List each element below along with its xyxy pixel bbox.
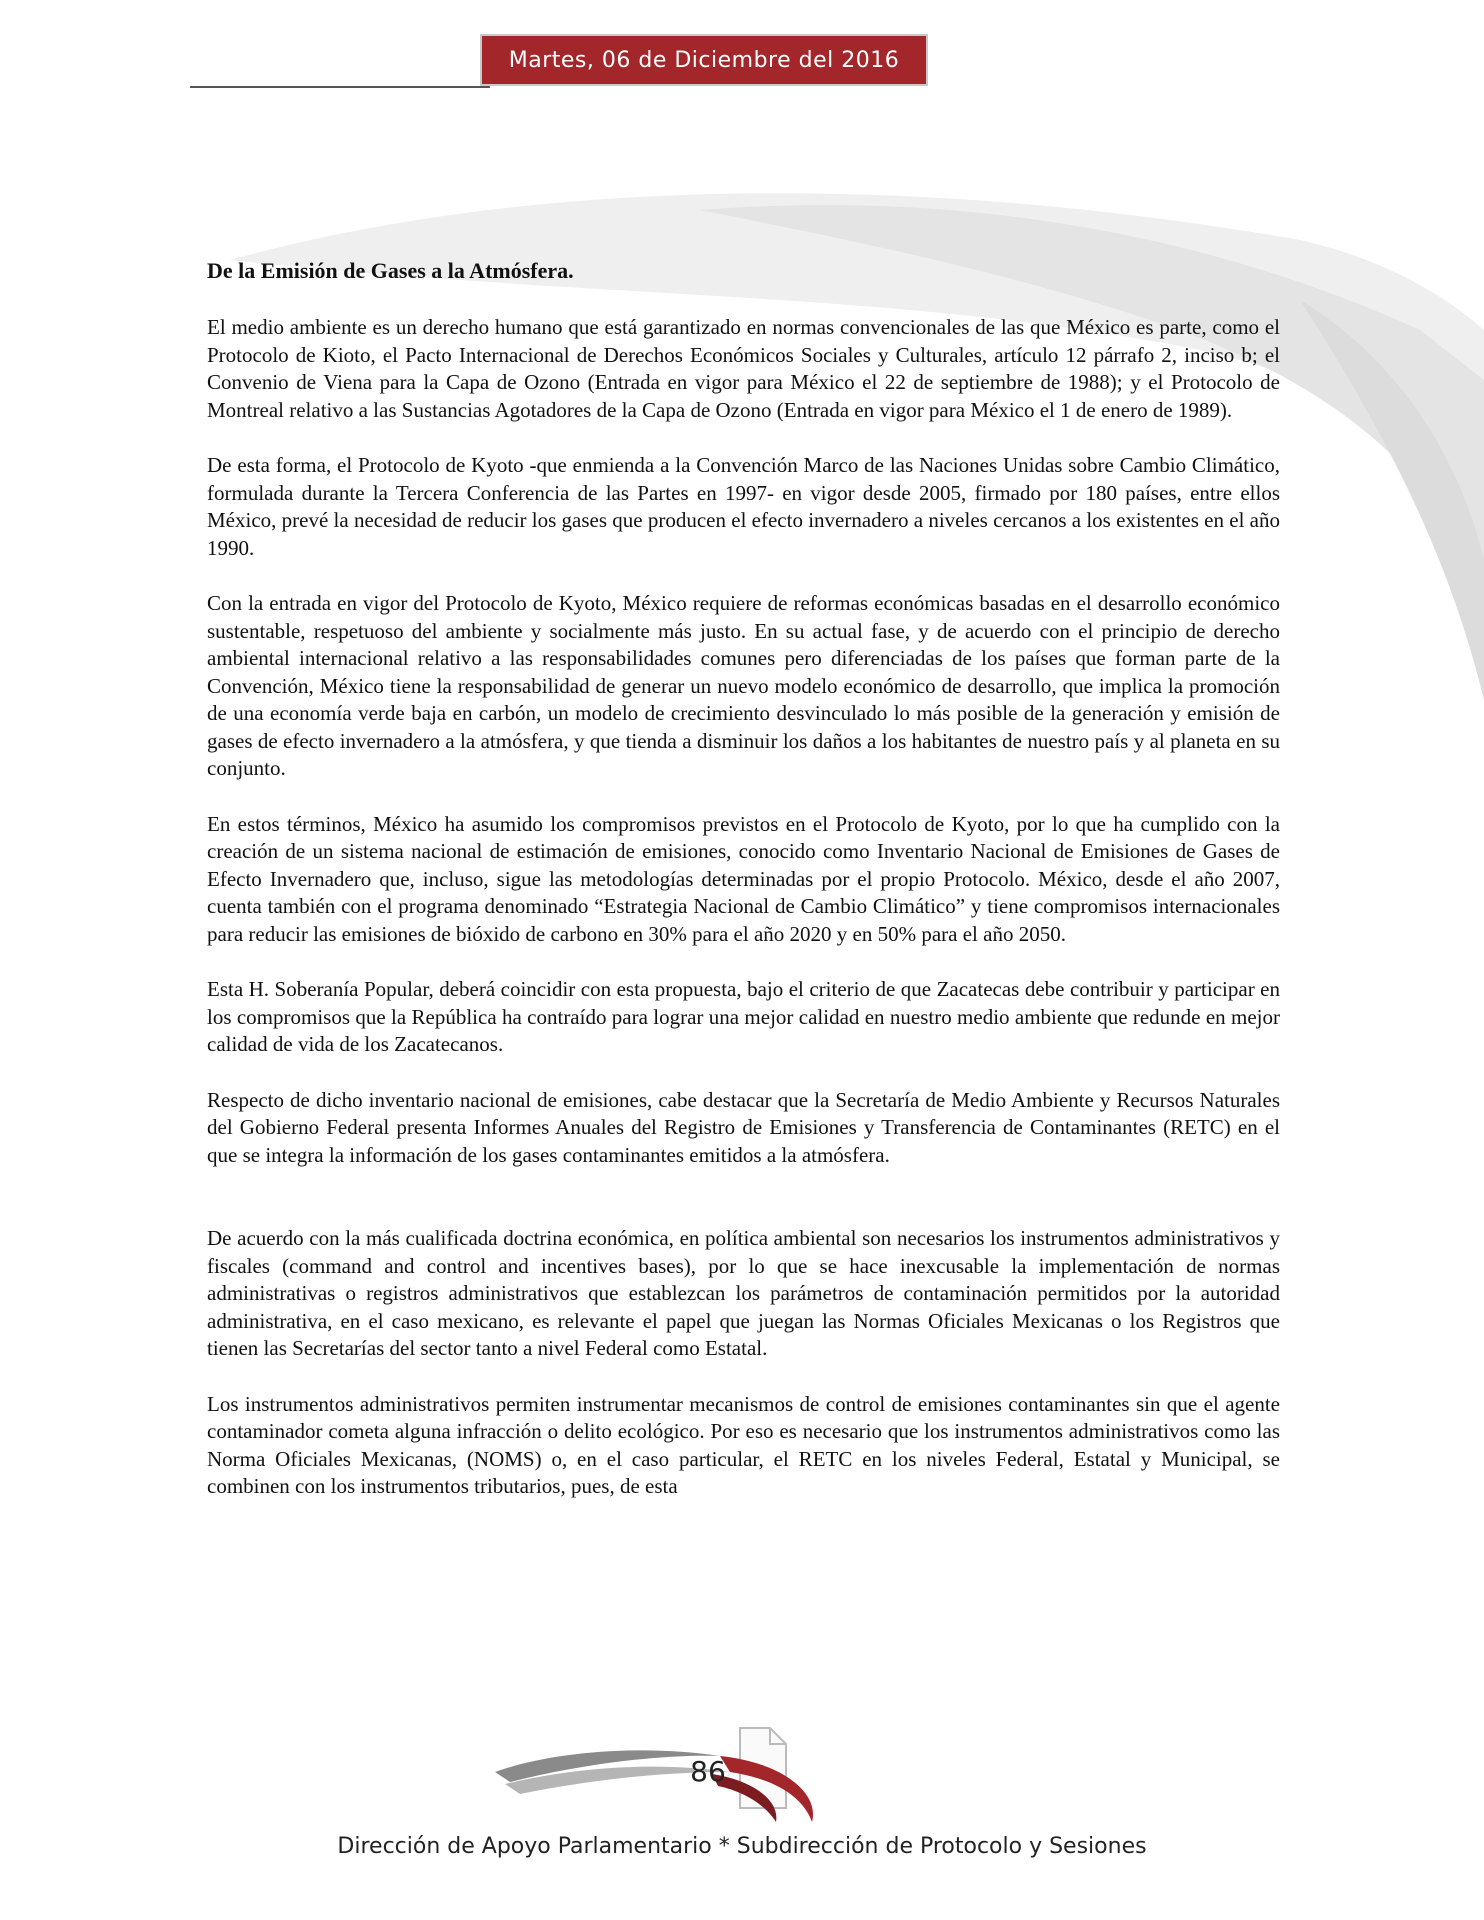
footer-logo-icon — [490, 1722, 830, 1822]
paragraph: De esta forma, el Protocolo de Kyoto -que enmienda a la Convención Marco de las Naciones Unidas sobre Cambio Climático, formulada durante la Tercera Conferencia de las Partes en 1997- en vigor desde 2005, firmado por 180 países, entre ellos México, prevé la necesidad de reducir los gases que producen el efecto invernadero a niveles cercanos a los existentes en el año 1990. — [207, 453, 1280, 560]
date-banner — [480, 34, 928, 86]
header-rule — [190, 86, 490, 88]
paragraph: El medio ambiente es un derecho humano que está garantizado en normas convencionales de las que México es parte, como el Protocolo de Kioto, el Pacto Internacional de Derechos Económicos Sociales y Culturales, artículo 12 párrafo 2, inciso b; el Convenio de Viena para la Capa de Ozono (Entrada en vigor para México el 22 de septiembre de 1988); y el Protocolo de Montreal relativo a las Sustancias Agotadores de la Capa de Ozono (Entrada en vigor para México el 1 de enero de 1989). — [207, 315, 1280, 422]
footer-text: Dirección de Apoyo Parlamentario * Subdirección de Protocolo y Sesiones — [337, 1834, 1147, 1859]
paragraph: En estos términos, México ha asumido los compromisos previstos en el Protocolo de Kyoto, por lo que ha cumplido con la creación de un sistema nacional de estimación de emisiones, conocido como Inventario Nacional de Emisiones de Gases de Efecto Invernadero que, incluso, sigue las metodologías determinadas por el propio Protocolo. México, desde el año 2007, cuenta también con el programa denominado “Estrategia Nacional de Cambio Climático” y tiene compromisos internacionales para reducir las emisiones de bióxido de carbono en 30% para el año 2020 y en 50% para el año 2050. — [207, 811, 1280, 946]
paragraph: Esta H. Soberanía Popular, deberá coincidir con esta propuesta, bajo el criterio de que Zacatecas debe contribuir y participar en los compromisos que la República ha contraído para lograr una mejor calidad en nuestro medio ambiente que redunde en mejor calidad de vida de los Zacatecanos. — [207, 977, 1280, 1056]
document-body — [207, 258, 1280, 1529]
paragraph: Con la entrada en vigor del Protocolo de Kyoto, México requiere de reformas económicas basadas en el desarrollo económico sustentable, respetuoso del ambiente y socialmente más justo. En su actual fase, y de acuerdo con el principio de derecho ambiental internacional relativo a las responsabilidades comunes pero diferenciadas de los países que forman parte de la Convención, México tiene la responsabilidad de generar un nuevo modelo económico de desarrollo, que implica la promoción de una economía verde baja en carbón, un modelo de crecimiento desvinculado lo más posible de la generación y emisión de gases de efecto invernadero a la atmósfera, y que tienda a disminuir los daños a los habitantes de nuestro país y al planeta en su conjunto. — [207, 591, 1280, 780]
paragraph: Respecto de dicho inventario nacional de emisiones, cabe destacar que la Secretaría de Medio Ambiente y Recursos Naturales del Gobierno Federal presenta Informes Anuales del Registro de Emisiones y Transferencia de Contaminantes (RETC) en el que se integra la información de los gases contaminantes emitidos a la atmósfera. — [207, 1087, 1280, 1167]
paragraph: De acuerdo con la más cualificada doctrina económica, en política ambiental son necesarios los instrumentos administrativos y fiscales (command and control and incentives bases), por lo que se hace inexcusable la implementación de normas administrativas o registros administrativos que establezcan los parámetros de contaminación permitidos por la autoridad administrativa, en el caso mexicano, es relevante el papel que juegan las Normas Oficiales Mexicanas o los Registros que tienen las Secretarías del sector tanto a nivel Federal como Estatal. — [207, 1226, 1280, 1360]
paragraph: Los instrumentos administrativos permiten instrumentar mecanismos de control de emisiones contaminantes sin que el agente contaminador cometa alguna infracción o delito ecológico. Por eso es necesario que los instrumentos administrativos como las Norma Oficiales Mexicanas, (NOMS) o, en el caso particular, el RETC en los niveles Federal, Estatal y Municipal, se combinen con los instrumentos tributarios, pues, de esta — [207, 1391, 1280, 1498]
header-date: Martes, 06 de Diciembre del 2016 — [508, 47, 900, 73]
page-number: 86 — [690, 1755, 726, 1788]
section-title: De la Emisión de Gases a la Atmósfera. — [207, 258, 574, 283]
